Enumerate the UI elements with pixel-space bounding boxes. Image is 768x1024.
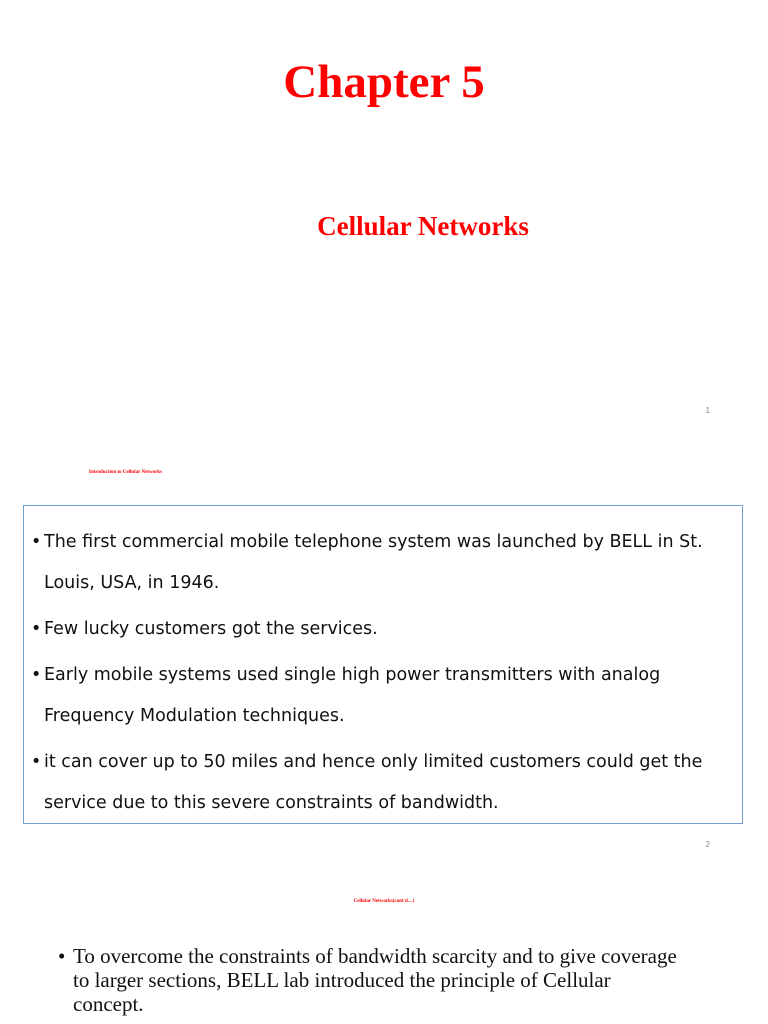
bullet-item: • it can cover up to 50 miles and hence only limited customers could get the service due to this severe constraints of bandwidth. <box>31 742 737 824</box>
slide-header: Introduction to Cellular Networks <box>89 470 163 475</box>
slide-header: Cellular Networks(cont'd…) <box>353 899 415 904</box>
chapter-title: Chapter 5 <box>283 56 485 108</box>
slide-2 <box>0 432 768 864</box>
bullet-item: • Few lucky customers got the services. <box>31 609 737 650</box>
page-number: 1 <box>705 406 710 415</box>
bullet-item: • The first commercial mobile telephone system was launched by BELL in St. Louis, USA, in 1946. <box>31 522 737 604</box>
bullet-item: • Early mobile systems used single high power transmitters with analog Frequency Modulation techniques. <box>31 655 737 737</box>
slide-3 <box>0 864 768 1024</box>
bullet-list <box>31 522 737 829</box>
chapter-subtitle: Cellular Networks <box>317 211 529 241</box>
slide-1 <box>0 0 768 432</box>
content-box <box>23 505 743 824</box>
page-number: 2 <box>705 840 710 849</box>
bullet-list <box>58 944 678 1016</box>
bullet-item: • To overcome the constraints of bandwidth scarcity and to give coverage to larger sections, BELL lab introduced the principle of Cellular concept. <box>58 944 678 1016</box>
